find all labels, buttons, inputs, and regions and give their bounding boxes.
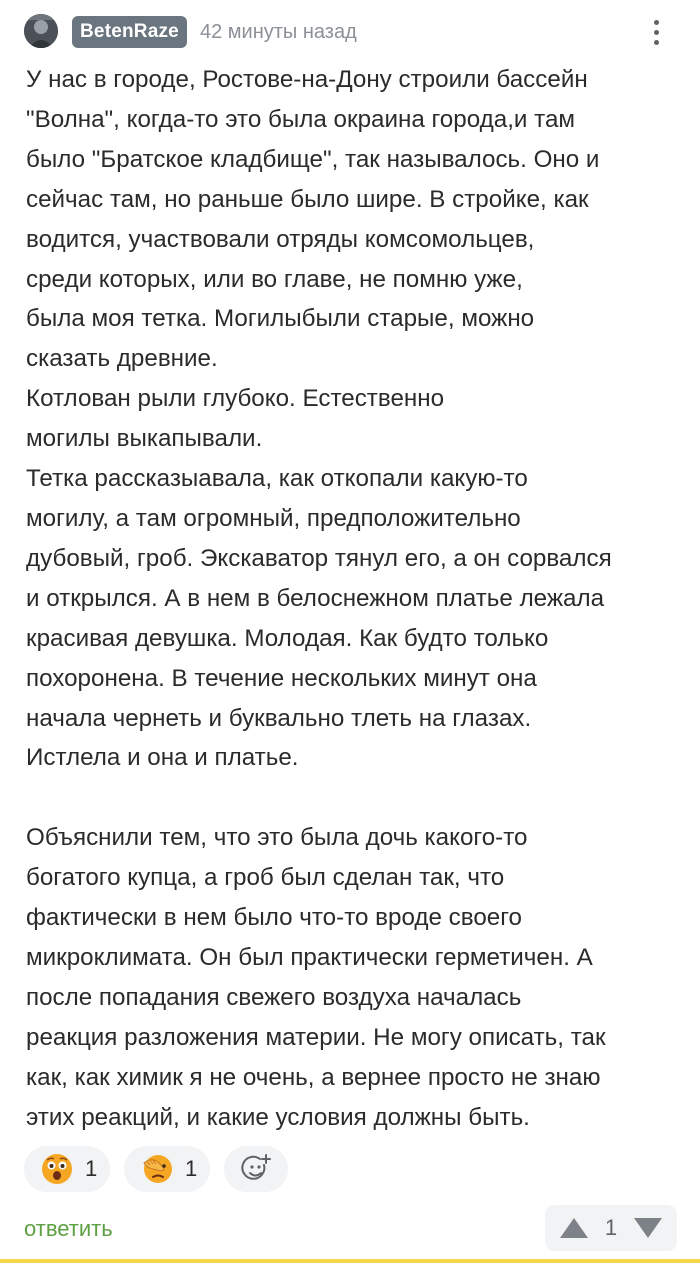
facepalm-icon [141,1153,173,1185]
comment-line: микроклимата. Он был практически герметичен. А [26,943,593,971]
comment-line: после попадания свежего воздуха началась [26,983,522,1011]
rating-widget [545,1205,677,1251]
comment-line: начала чернеть и буквально тлеть на глазах. [26,704,532,732]
rating-count: 1 [604,1215,618,1240]
reaction-count: 1 [185,1156,198,1181]
bottom-accent-line [0,1259,700,1263]
comment-line: "Волна", когда-то это была окраина города,и там [26,105,576,133]
upvote-icon[interactable] [559,1217,589,1239]
username-badge[interactable]: BetenRaze [72,16,187,48]
downvote-icon[interactable] [633,1217,663,1239]
reaction-facepalm-button[interactable] [124,1146,210,1192]
comment-line: дубовый, гроб. Экскаватор тянул его, а он сорвался [26,544,612,572]
comment-line: водится, участвовали отряды комсомольцев, [26,225,535,253]
comment-line: Истлела и она и платье. [26,744,299,772]
comment-line: похоронена. В течение нескольких минут она [26,664,537,692]
comment-header [0,0,700,64]
comment-line: Котлован рыли глубоко. Естественно [26,385,445,413]
comment-line: фактически в нем было что-то вроде своего [26,904,522,932]
comment-line: У нас в городе, Ростове-на-Дону строили бассейн [26,66,588,93]
scared-face-icon [41,1153,73,1185]
comment-line: богатого купца, а гроб был сделан так, что [26,864,505,892]
more-options-icon[interactable] [640,14,672,50]
comment-line: сейчас там, но раньше было шире. В стройке, как [26,185,589,213]
reaction-scared-button[interactable] [24,1146,110,1192]
add-reaction-icon [240,1153,272,1185]
comment-line: как, как химик я не очень, а вернее просто не знаю [26,1063,601,1091]
comment-line: было "Братское кладбище", так называлось. Оно и [26,145,600,173]
comment-line: могилы выкапывали. [26,425,263,453]
comment-line: реакция разложения материи. Не могу описать, так [26,1023,606,1051]
comment-line: и открылся. А в нем в белоснежном платье лежала [26,584,605,612]
comment-line: была моя тетка. Могилыбыли старые, можно [26,305,535,333]
comment-line: Объяснили тем, что это была дочь какого-то [26,824,528,852]
comment-line: этих реакций, и какие условия должны быть. [26,1103,530,1131]
comment-line: среди которых, или во главе, не помню уже, [26,265,523,293]
comment-timestamp[interactable]: 42 минуты назад [200,21,357,43]
comment-line: Тетка рассказыавала, как откопали какую-то [26,465,528,493]
comment-line: красивая девушка. Молодая. Как будто только [26,624,549,652]
add-reaction-button[interactable] [224,1146,288,1192]
reply-link[interactable]: ответить [24,1216,113,1241]
avatar[interactable] [24,14,58,48]
reactions-bar [0,1146,700,1192]
comment-body [26,60,676,1137]
comment-line: сказать древние. [26,345,218,373]
reaction-count: 1 [85,1156,98,1181]
comment-line: могилу, а там огромный, предположительно [26,504,521,532]
comment-line [26,778,676,818]
